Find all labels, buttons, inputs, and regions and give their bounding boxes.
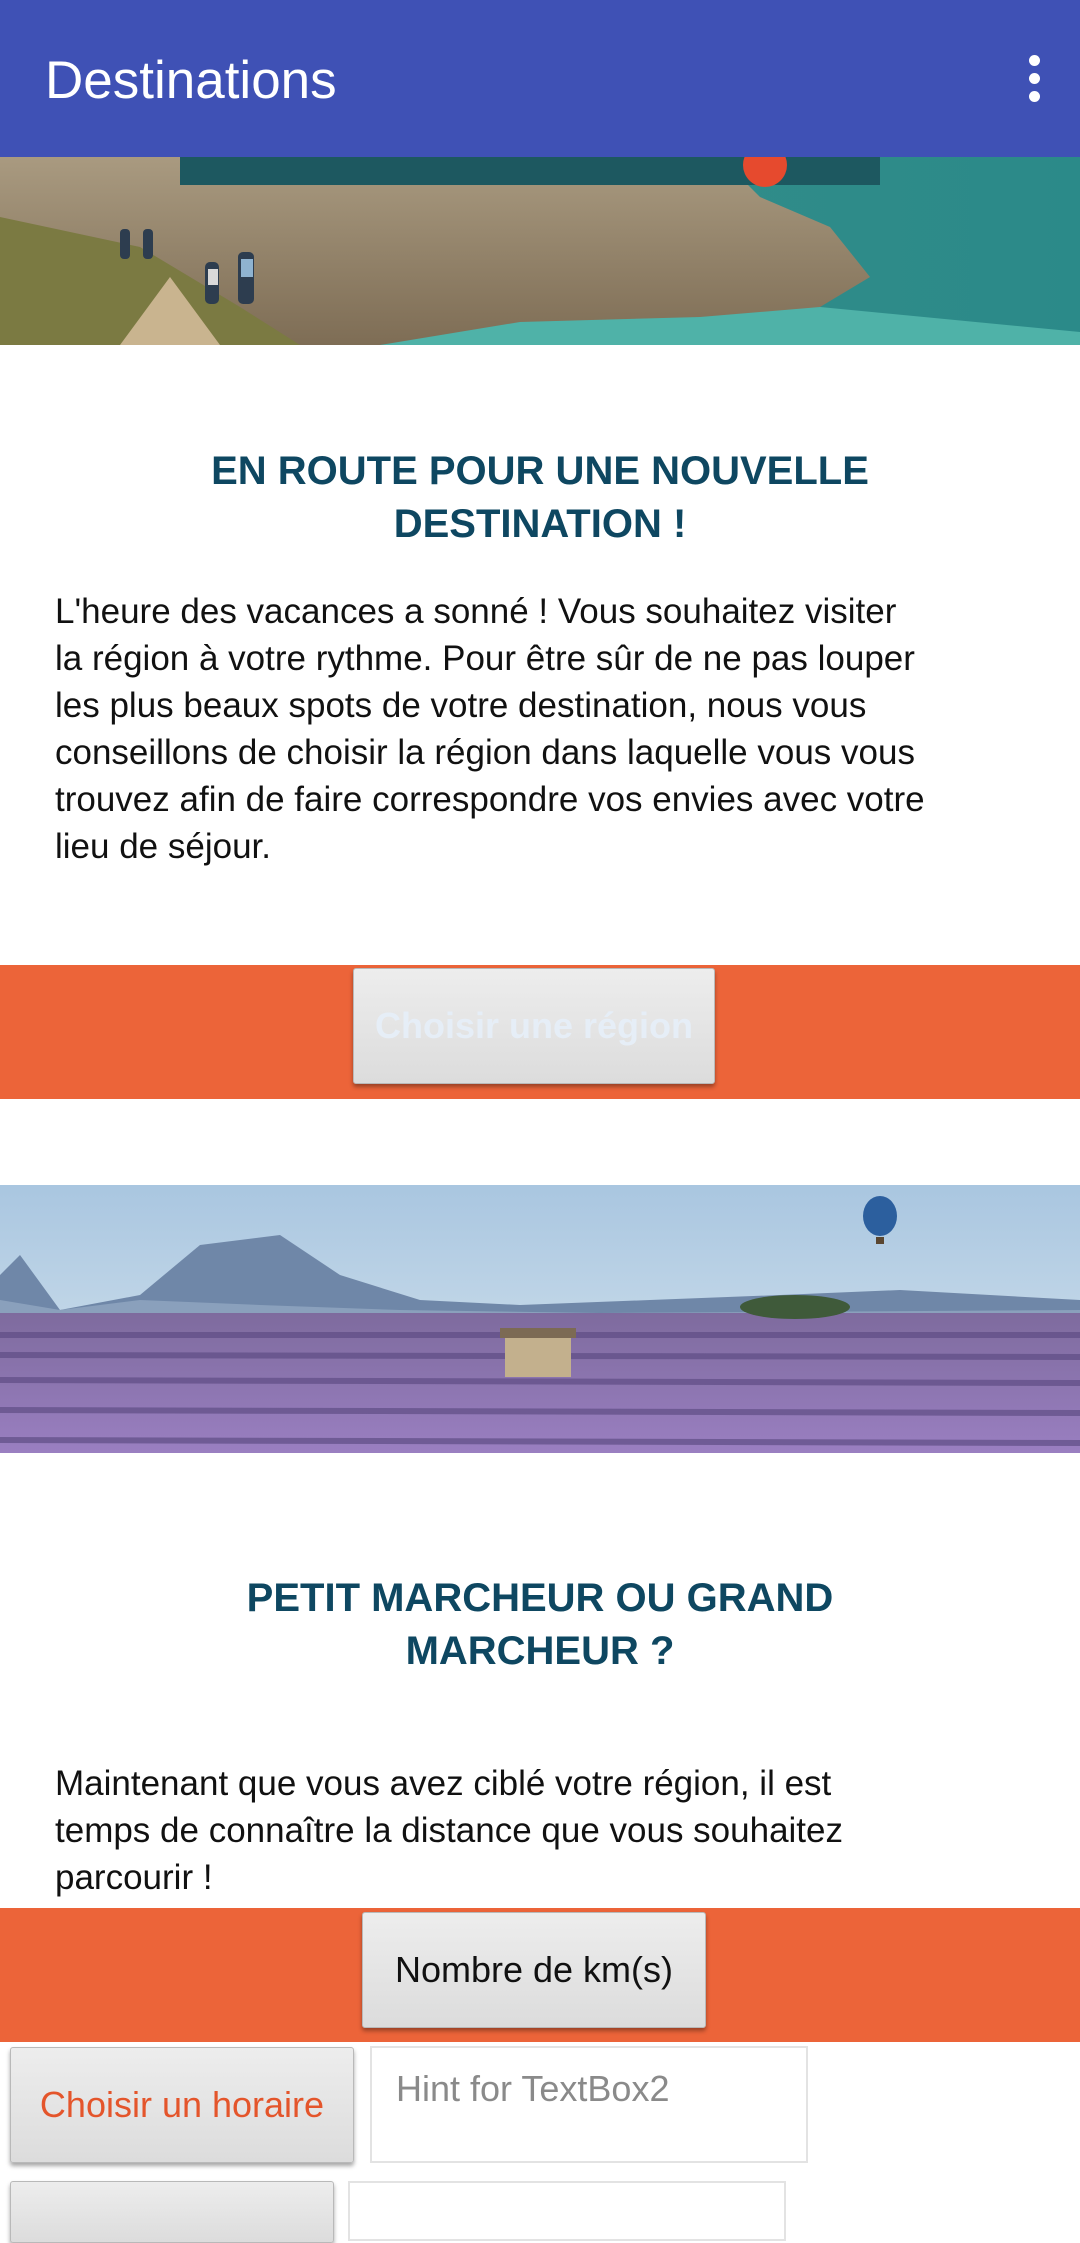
more-vert-icon[interactable] [994, 38, 1074, 118]
paragraph-line: la région à votre rythme. Pour être sûr de ne pas louper [55, 639, 915, 678]
heading-line: PETIT MARCHEUR OU GRAND [246, 1576, 834, 1620]
distance-paragraph [55, 1760, 1045, 1901]
choose-region-button[interactable]: Choisir une région [353, 968, 715, 1084]
paragraph-line: temps de connaître la distance que vous souhaitez [55, 1811, 843, 1850]
heading-line: MARCHEUR ? [405, 1629, 675, 1673]
intro-paragraph [55, 588, 1045, 870]
paragraph-line: conseillons de choisir la région dans laquelle vous vous [55, 733, 915, 772]
next-row-textbox[interactable] [348, 2181, 786, 2241]
paragraph-line: parcourir ! [55, 1858, 213, 1897]
paragraph-line: L'heure des vacances a sonné ! Vous souhaitez visiter [55, 592, 897, 631]
heading-line: EN ROUTE POUR UNE NOUVELLE [211, 449, 869, 493]
section-heading-destination [60, 445, 1020, 551]
lavender-field-banner-image [0, 1185, 1080, 1453]
page-title: Destinations [45, 51, 337, 110]
next-row-button[interactable] [10, 2181, 334, 2243]
paragraph-line: les plus beaux spots de votre destination, nous vous [55, 686, 867, 725]
heading-line: DESTINATION ! [393, 502, 687, 546]
section-heading-walker [60, 1572, 1020, 1678]
paragraph-line: trouvez afin de faire correspondre vos envies avec votre [55, 780, 925, 819]
app-bar [0, 0, 1080, 157]
distance-km-button[interactable]: Nombre de km(s) [362, 1912, 706, 2028]
paragraph-line: Maintenant que vous avez ciblé votre région, il est [55, 1764, 832, 1803]
coastal-hike-banner-image [0, 157, 1080, 345]
textbox2-input[interactable]: Hint for TextBox2 [370, 2046, 808, 2163]
choose-time-button[interactable]: Choisir un horaire [10, 2047, 354, 2163]
paragraph-line: lieu de séjour. [55, 827, 271, 866]
